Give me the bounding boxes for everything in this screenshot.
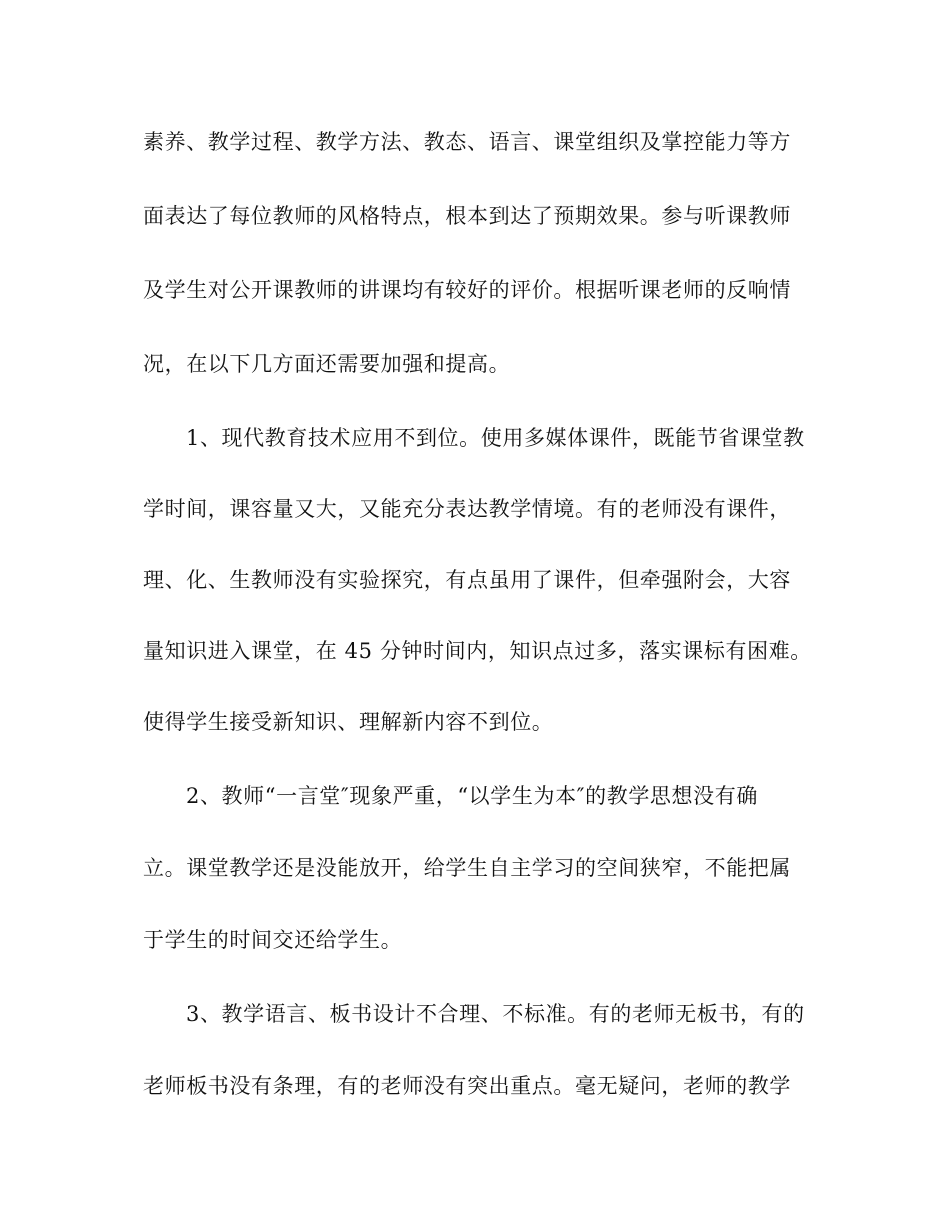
text-line: 老师板书没有条理，有的老师没有突出重点。毫无疑问，老师的教学 [143, 1074, 791, 1098]
text-line: 素养、教学过程、教学方法、教态、语言、课堂组织及掌控能力等方 [143, 130, 791, 154]
text-line: 量知识进入课堂，在 45 分钟时间内，知识点过多，落实课标有困难。 [143, 639, 812, 663]
text-line: 使得学生接受新知识、理解新内容不到位。 [143, 710, 554, 734]
text-line: 学时间，课容量又大，又能充分表达教学情境。有的老师没有课件， [143, 497, 791, 521]
text-line: 理、化、生教师没有实验探究，有点虽用了课件，但牵强附会，大容 [143, 568, 791, 592]
text-line: 及学生对公开课教师的讲课均有较好的评价。根据听课老师的反响情 [143, 278, 791, 302]
text-line: 面表达了每位教师的风格特点，根本到达了预期效果。参与听课教师 [143, 204, 791, 228]
text-line: 立。课堂教学还是没能放开，给学生自主学习的空间狭窄，不能把属 [143, 856, 791, 880]
text-line: 况，在以下几方面还需要加强和提高。 [143, 352, 511, 376]
paragraph-1-start: 1、现代教育技术应用不到位。使用多媒体课件，既能节省课堂教 [186, 426, 805, 450]
paragraph-3-start: 3、教学语言、板书设计不合理、不标准。有的老师无板书，有的 [186, 1002, 805, 1026]
paragraph-2-start: 2、教师“一言堂″现象严重，“以学生为本″的教学思想没有确 [186, 784, 758, 808]
text-line: 于学生的时间交还给学生。 [143, 928, 403, 952]
